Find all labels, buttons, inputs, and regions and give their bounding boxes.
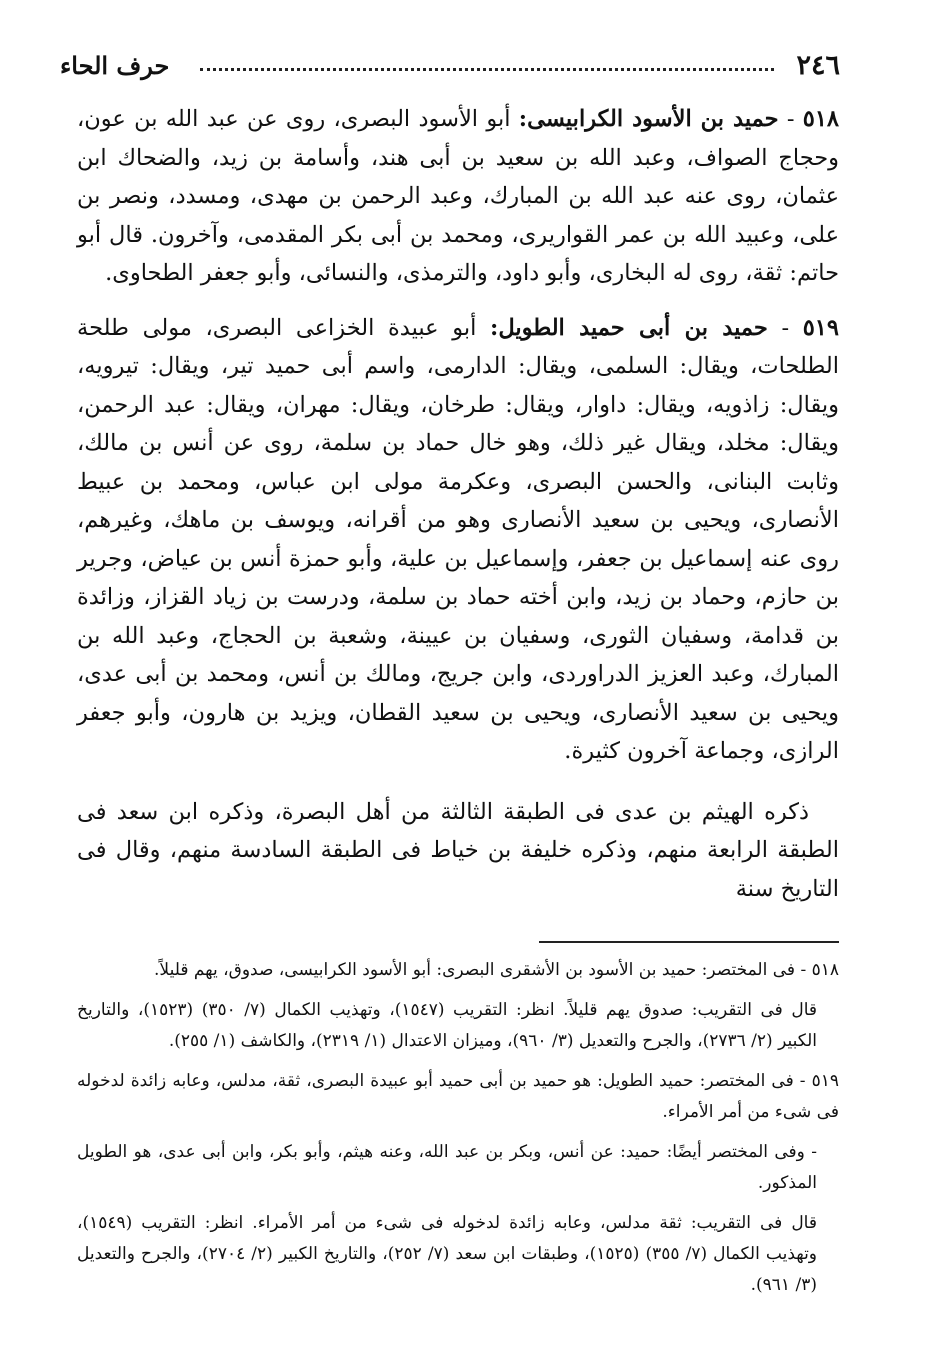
footnote-518: ٥١٨ - فى المختصر: حميد بن الأسود بن الأشقرى البصرى: أبو الأسود الكرابيسى، صدوق، يهم قليلاً.: [154, 960, 839, 980]
running-title: حرف الحاء: [60, 51, 170, 80]
footnotes: [77, 955, 839, 1310]
entry-number: ٥١٨: [802, 106, 839, 132]
footnote-519-note: قال فى التقريب: ثقة مدلس، وعابه زائدة لدخوله فى شىء من أمر الأمراء. انظر: التقريب (١٥٤٩)، وتهذيب الكمال (٧/ ٣٥٥) (١٥٢٥)، وطبقات ابن سعد (٧/ ٢٥٢)، والتاريخ الكبير (٢/ ٢٧٠٤)، والجرح والتعديل (٣/ ٩٦١).: [77, 1213, 818, 1295]
main-text: [77, 100, 839, 908]
entry-518: [77, 100, 839, 293]
entry-heading: حميد بن الأسود الكرابيسى:: [518, 106, 779, 132]
continuation-paragraph: ذكره الهيثم بن عدى فى الطبقة الثالثة من أهل البصرة، وذكره ابن سعد فى الطبقة الرابعة منهم، وذكره خليفة بن خياط فى الطبقة السادسة منهم، وقال فى التاريخ سنة: [77, 798, 839, 902]
entry-heading: حميد بن أبى حميد الطويل:: [490, 314, 768, 341]
entry-dash: -: [778, 106, 803, 132]
entry-text: أبو الأسود البصرى، روى عن عبد الله بن عون، وحجاج الصواف، وعبد الله بن سعيد بن أبى هند، وأسامة بن زيد، والضحاك ابن عثمان، روى عنه عبد الله بن المبارك، وعبد الرحمن بن مهدى، ومسدد، ونصر بن على، وعبيد الله بن عمر القواريرى، ومحمد بن أبى بكر المقدمى، وآخرون. قال أبو حاتم: ثقة، روى له البخارى، وأبو داود، والترمذى، والنسائى، وأبو جعفر الطحاوى.: [77, 106, 839, 286]
entry-519: [77, 309, 839, 771]
footnote-519-extra: - وفى المختصر أيضًا: حميد: عن أنس، وبكر بن عبد الله، وعنه هيثم، وأبو بكر، وابن أبى عدى، هو الطويل المذكور.: [77, 1142, 817, 1193]
footnote-518-note: قال فى التقريب: صدوق يهم قليلاً. انظر: التقريب (١٥٤٧)، وتهذيب الكمال (٧/ ٣٥٠) (١٥٢٣)، والتاريخ الكبير (٢/ ٢٧٣٦)، والجرح والتعديل (٣/ ٩٦٠)، وميزان الاعتدال (١/ ٢٣١٩)، والكاشف (١/ ٢٥٥).: [77, 1000, 817, 1051]
footnote-519: ٥١٩ - فى المختصر: حميد الطويل: هو حميد بن أبى حميد أبو عبيدة البصرى، ثقة، مدلس، وعابه زائدة لدخوله فى شىء من أمر الأمراء.: [77, 1071, 839, 1122]
entry-text: أبو عبيدة الخزاعى البصرى، مولى طلحة الطلحات، ويقال: السلمى، ويقال: الدارمى، واسم أبى حميد تير، ويقال: تيرويه، ويقال: زاذويه، ويقال: داوار، ويقال: طرخان، ويقال: مهران، ويقال: عبد الرحمن، ويقال: مخلد، ويقال غير ذلك، وهو خال حماد بن سلمة، روى عن أنس بن مالك، وثابت البنانى، والحسن البصرى، وعكرمة مولى ابن عباس، ومحمد بن عبيط الأنصارى، ويحيى بن سعيد الأنصارى وهو من أقرانه، ويوسف بن ماهك، وغيرهم، روى عنه إسماعيل بن جعفر، وإسماعيل بن علية، وأبو حمزة أنس بن عياض، وجرير بن حازم، وحماد بن زيد، وابن أخته حماد بن سلمة، ودرست بن زياد القزاز، وزائدة بن قدامة، وسفيان الثورى، وسفيان بن عيينة، وشعبة بن الحجاج، وعبد الله بن المبارك، وعبد العزيز الدراوردى، وابن جريج، ومالك بن أنس، ومحمد بن أبى عدى، ويحيى بن سعيد الأنصارى، ويحيى بن سعيد القطان، ويزيد بن هارون، وأبو جعفر الرازى، وجماعة آخرون كثيرة.: [77, 314, 839, 764]
header-dotted-rule: [200, 68, 774, 71]
page-number: ٢٤٦: [796, 50, 840, 81]
footnote-separator: [539, 941, 839, 943]
page-header: [60, 46, 840, 86]
entry-dash: -: [767, 314, 803, 341]
entry-number: ٥١٩: [802, 314, 839, 341]
